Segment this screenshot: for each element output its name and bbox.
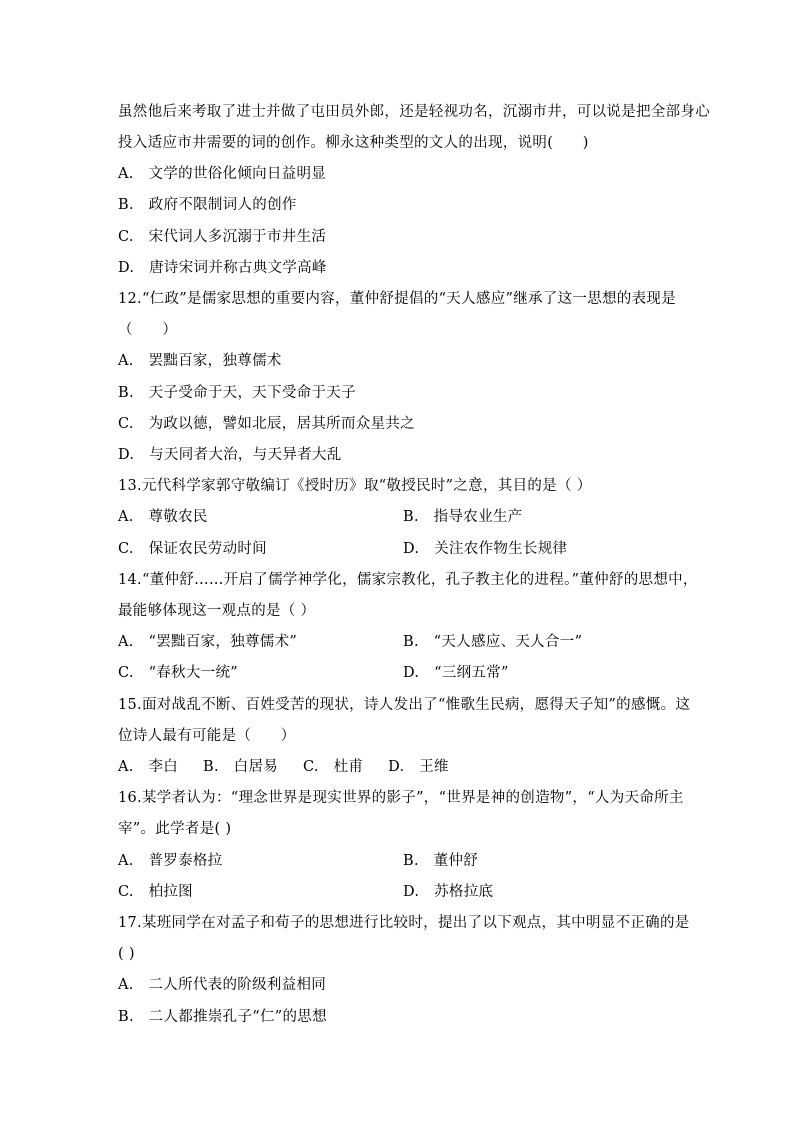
question-13-option-c: C. 保证农民劳动时间 — [118, 541, 267, 557]
question-17-option-b: B. 二人都推崇孔子“仁”的思想 — [118, 1009, 327, 1025]
question-14-option-c: C. “春秋大一统” — [118, 665, 239, 681]
question-14-stem-line-1: 14.“董仲舒……开启了儒学神学化，儒家宗教化，孔子教主化的进程。”董仲舒的思想中， — [118, 572, 698, 588]
question-13-option-b: B. 指导农业生产 — [403, 509, 523, 525]
question-11-option-c: C. 宋代词人多沉溺于市井生活 — [118, 229, 327, 245]
question-15-option-a: A. 李白 — [118, 759, 179, 775]
question-13-option-a: A. 尊敬农民 — [118, 509, 208, 525]
question-12-stem-line-1: 12.“仁政”是儒家思想的重要内容，董仲舒提倡的“天人感应”继承了这一思想的表现是 — [118, 291, 677, 307]
question-16-option-b: B. 董仲舒 — [403, 853, 479, 869]
question-14-option-b: B. “天人感应、天人合一” — [403, 634, 583, 650]
question-16-option-c: C. 柏拉图 — [118, 884, 193, 900]
question-15-stem-line-1: 15.面对战乱不断、百姓受苦的现状，诗人发出了“惟歌生民病，愿得天子知”的感慨。这 — [118, 697, 691, 713]
question-15-option-c: C. 杜甫 — [303, 759, 364, 775]
question-16-option-a: A. 普罗泰格拉 — [118, 853, 223, 869]
question-11-stem-line-2: 投入适应市井需要的词的创作。柳永这种类型的文人的出现，说明( ) — [118, 135, 589, 151]
question-11-option-d: D. 唐诗宋词并称古典文学高峰 — [118, 260, 327, 276]
question-14-option-a: A. “罢黜百家，独尊儒术” — [118, 634, 298, 650]
question-17-option-a: A. 二人所代表的阶级利益相同 — [118, 977, 327, 993]
question-15-option-b: B. 白居易 — [203, 759, 279, 775]
question-12-option-a: A. 罢黜百家，独尊儒术 — [118, 353, 282, 369]
question-14-stem-line-2: 最能够体现这一观点的是（ ） — [118, 603, 316, 619]
question-16-stem-line-2: 宰”。此学者是( ) — [118, 821, 232, 837]
question-15-options-row — [118, 755, 449, 779]
question-17-stem-line-1: 17.某班同学在对孟子和荀子的思想进行比较时，提出了以下观点，其中明显不正确的是 — [118, 915, 690, 931]
question-11-stem-line-1: 虽然他后来考取了进士并做了屯田员外郎，还是轻视功名，沉溺市井，可以说是把全部身心 — [118, 104, 710, 120]
question-13-option-d: D. 关注农作物生长规律 — [403, 541, 568, 557]
question-14-option-d: D. “三纲五常” — [403, 665, 509, 681]
question-11-option-a: A. 文学的世俗化倾向日益明显 — [118, 166, 327, 182]
question-15-stem-line-2: 位诗人最有可能是（ ） — [118, 728, 296, 744]
question-11-option-b: B. 政府不限制词人的创作 — [118, 197, 297, 213]
question-16-option-d: D. 苏格拉底 — [403, 884, 494, 900]
question-17-stem-line-2: ( ) — [118, 946, 135, 962]
question-12-option-b: B. 天子受命于天，天下受命于天子 — [118, 385, 356, 401]
question-16-stem-line-1: 16.某学者认为：“理念世界是现实世界的影子”，“世界是神的创造物”，“人为天命所主 — [118, 790, 684, 806]
question-15-option-d: D. 王维 — [388, 759, 449, 775]
question-12-option-d: D. 与天同者大治，与天异者大乱 — [118, 447, 342, 463]
question-12-option-c: C. 为政以德，譬如北辰，居其所而众星共之 — [118, 416, 415, 432]
question-13-stem: 13.元代科学家郭守敬编订《授时历》取“敬授民时”之意，其目的是（ ） — [118, 478, 592, 494]
question-12-stem-line-2: （ ） — [118, 322, 178, 338]
